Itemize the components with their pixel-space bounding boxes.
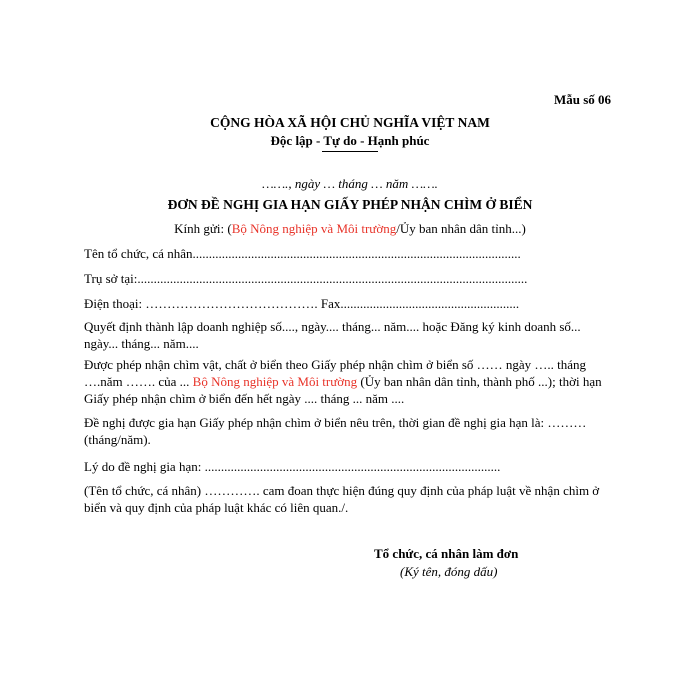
recipient-line (0, 221, 700, 237)
form-number: Mẫu số 06 (554, 92, 612, 107)
motto-underline (322, 151, 378, 152)
permit-text-part1: Được phép nhận chìm vật, chất ở biển theo Giấy phép nhận chìm ở biển số …… ngày ….. tháng ….năm ……. của ... (84, 357, 587, 389)
field-establishment-decision: Quyết định thành lập doanh nghiệp số...., ngày.... tháng... năm.... hoặc Đăng ký kinh doanh số... ngày... tháng... năm.... (84, 319, 581, 351)
recipient-prefix: Kính gửi: ( (174, 221, 232, 236)
field-phone-fax: Điện thoại: …………………………………. Fax....................................................... (84, 296, 520, 311)
field-permit-info (84, 356, 604, 407)
signature-note: (Ký tên, đóng dấu) (400, 564, 498, 579)
permit-ministry: Bộ Nông nghiệp và Môi trường (192, 374, 358, 389)
recipient-ministry: Bộ Nông nghiệp và Môi trường (231, 221, 397, 236)
field-extension-reason: Lý do đề nghị gia hạn: ........................................................................................... (84, 459, 501, 474)
permit-text-part2: (Ủy ban nhân dân tỉnh, thành phố ...); thời hạn Giấy phép nhận chìm ở biển đến hết ngày .... tháng ... năm .... (84, 374, 602, 406)
field-org-name: Tên tổ chức, cá nhân..................................................................................................... (84, 246, 521, 261)
field-commitment: (Tên tổ chức, cá nhân) …………. cam đoan thực hiện đúng quy định của pháp luật về nhận chìm ở biển và quy định của pháp luật khác có liên quan./. (84, 483, 600, 515)
field-extension-request: Đề nghị được gia hạn Giấy phép nhận chìm ở biển nêu trên, thời gian đề nghị gia hạn là: ……… (tháng/năm). (84, 415, 587, 447)
recipient-suffix: /Ủy ban nhân dân tỉnh...) (396, 221, 526, 236)
national-heading: CỘNG HÒA XÃ HỘI CHỦ NGHĨA VIỆT NAM (210, 115, 490, 130)
document-title: ĐƠN ĐỀ NGHỊ GIA HẠN GIẤY PHÉP NHẬN CHÌM Ở BIỂN (167, 197, 533, 212)
field-address: Trụ sở tại:........................................................................................................................ (84, 271, 528, 286)
signature-title: Tổ chức, cá nhân làm đơn (374, 546, 519, 561)
national-motto: Độc lập - Tự do - Hạnh phúc (270, 133, 430, 148)
dateline: ……., ngày … tháng … năm ……. (262, 176, 438, 191)
